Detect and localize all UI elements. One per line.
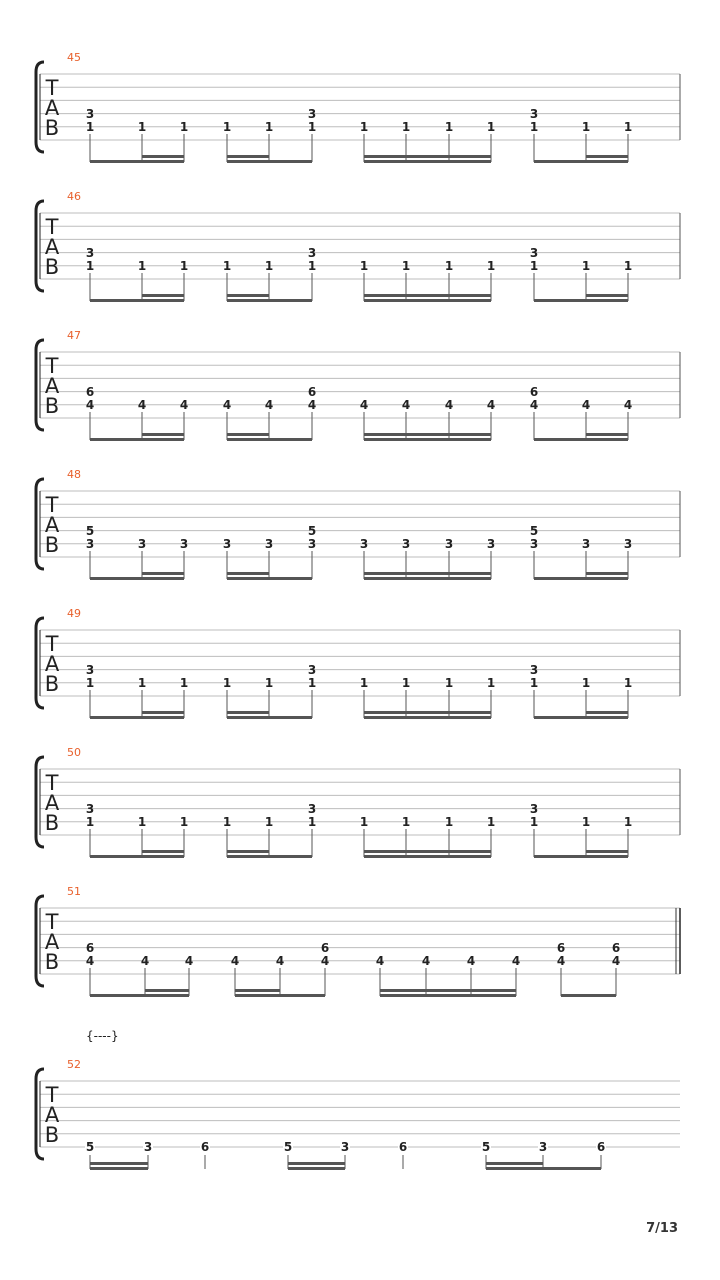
fret-number: 6 [529, 384, 539, 399]
primary-beam [227, 438, 312, 441]
primary-beam [364, 577, 491, 580]
secondary-beam [142, 155, 184, 158]
tab-system [36, 746, 680, 858]
fret-number: 3 [623, 537, 633, 551]
fret-number: 1 [359, 676, 369, 690]
tab-clef-letter: B [44, 255, 60, 279]
fret-number: 1 [529, 815, 539, 829]
fret-number: 3 [444, 537, 454, 551]
secondary-beam [380, 989, 516, 992]
fret-number: 1 [529, 676, 539, 690]
fret-number: 1 [581, 259, 591, 273]
tab-system [36, 329, 680, 441]
fret-number: 1 [486, 676, 496, 690]
fret-number: 4 [230, 954, 240, 968]
measure-number: 52 [67, 1058, 81, 1071]
fret-number: 1 [307, 676, 317, 690]
primary-beam [90, 716, 184, 719]
primary-beam [380, 994, 516, 997]
measure-number: 49 [67, 607, 81, 620]
fret-number: 1 [401, 676, 411, 690]
fret-number: 4 [137, 398, 147, 412]
fret-number: 1 [137, 120, 147, 134]
secondary-beam [227, 294, 269, 297]
tab-clef-letter: A [44, 235, 60, 259]
secondary-beam [227, 155, 269, 158]
fret-number: 3 [529, 662, 539, 677]
fret-number: 4 [623, 398, 633, 412]
fret-number: 3 [85, 662, 95, 677]
fret-number: 4 [401, 398, 411, 412]
secondary-beam [586, 850, 628, 853]
fret-number: 1 [486, 120, 496, 134]
fret-number: 1 [444, 259, 454, 273]
tab-clef-letter: B [44, 950, 60, 974]
primary-beam [534, 299, 628, 302]
fret-number: 3 [222, 537, 232, 551]
secondary-beam [586, 433, 628, 436]
primary-beam [534, 577, 628, 580]
fret-number: 3 [137, 537, 147, 551]
fret-number: 1 [85, 676, 95, 690]
primary-beam [90, 577, 184, 580]
fret-number: 3 [85, 537, 95, 551]
measure-number: 45 [67, 51, 81, 64]
secondary-beam [586, 711, 628, 714]
secondary-beam [142, 294, 184, 297]
fret-number: 4 [140, 954, 150, 968]
secondary-beam [227, 572, 269, 575]
fret-number: 1 [401, 815, 411, 829]
fret-number: 1 [401, 120, 411, 134]
tab-clef-letter: T [45, 1083, 59, 1107]
primary-beam [227, 299, 312, 302]
fret-number: 3 [529, 245, 539, 260]
fret-number: 3 [340, 1140, 350, 1154]
fret-number: 3 [401, 537, 411, 551]
tab-clef-letter: A [44, 374, 60, 398]
primary-beam [364, 160, 491, 163]
fret-number: 4 [486, 398, 496, 412]
fret-number: 3 [85, 106, 95, 121]
tab-clef-letter: T [45, 771, 59, 795]
fret-number: 1 [179, 120, 189, 134]
fret-number: 1 [137, 676, 147, 690]
measure-number: 48 [67, 468, 81, 481]
fret-number: 4 [275, 954, 285, 968]
tab-clef-letter: T [45, 632, 59, 656]
fret-number: 4 [85, 398, 95, 412]
primary-beam [227, 716, 312, 719]
fret-number: 1 [179, 259, 189, 273]
primary-beam [364, 855, 491, 858]
tab-clef-letter: T [45, 354, 59, 378]
tab-clef-letter: B [44, 533, 60, 557]
fret-number: 6 [85, 384, 95, 399]
tab-clef-letter: B [44, 394, 60, 418]
tab-system [36, 51, 680, 163]
fret-number: 4 [511, 954, 521, 968]
primary-beam [486, 1167, 601, 1170]
fret-number: 3 [529, 106, 539, 121]
tab-system [36, 607, 680, 719]
secondary-beam [586, 572, 628, 575]
fret-number: 4 [85, 954, 95, 968]
fret-number: 1 [444, 676, 454, 690]
fret-number: 3 [307, 662, 317, 677]
measure-number: 50 [67, 746, 81, 759]
secondary-beam [227, 850, 269, 853]
primary-beam [235, 994, 325, 997]
fret-number: 1 [179, 676, 189, 690]
fret-number: 4 [421, 954, 431, 968]
secondary-beam [364, 433, 491, 436]
fret-number: 5 [307, 523, 317, 538]
fret-number: 1 [264, 259, 274, 273]
tab-system [36, 190, 680, 302]
fret-number: 1 [264, 815, 274, 829]
fret-number: 4 [466, 954, 476, 968]
fret-number: 1 [137, 259, 147, 273]
fret-number: 5 [85, 523, 95, 538]
primary-beam [288, 1167, 345, 1170]
primary-beam [534, 716, 628, 719]
fret-number: 4 [375, 954, 385, 968]
fret-number: 1 [401, 259, 411, 273]
measure-number: 47 [67, 329, 81, 342]
primary-beam [364, 299, 491, 302]
secondary-beam [142, 711, 184, 714]
fret-number: 6 [320, 940, 330, 955]
secondary-beam [364, 294, 491, 297]
secondary-beam [586, 294, 628, 297]
primary-beam [364, 438, 491, 441]
fret-number: 6 [596, 1140, 606, 1154]
secondary-beam [235, 989, 280, 992]
primary-beam [227, 160, 312, 163]
fret-number: 1 [307, 815, 317, 829]
fret-number: 5 [481, 1140, 491, 1154]
fret-number: 3 [307, 801, 317, 816]
fret-number: 1 [623, 259, 633, 273]
fret-number: 3 [143, 1140, 153, 1154]
secondary-beam [364, 711, 491, 714]
fret-number: 3 [307, 245, 317, 260]
fret-number: 1 [359, 120, 369, 134]
fret-number: 3 [581, 537, 591, 551]
tab-system [36, 468, 680, 580]
fret-number: 4 [359, 398, 369, 412]
secondary-beam [288, 1162, 345, 1165]
fret-number: 3 [179, 537, 189, 551]
fret-number: 1 [179, 815, 189, 829]
fret-number: 1 [581, 676, 591, 690]
secondary-beam [142, 850, 184, 853]
secondary-beam [364, 572, 491, 575]
tab-clef-letter: T [45, 910, 59, 934]
secondary-beam [586, 155, 628, 158]
tab-clef-letter: T [45, 493, 59, 517]
fret-number: 4 [320, 954, 330, 968]
tab-clef-letter: T [45, 215, 59, 239]
fret-number: 1 [623, 120, 633, 134]
primary-beam [227, 855, 312, 858]
fret-number: 6 [556, 940, 566, 955]
fret-number: 1 [85, 120, 95, 134]
fret-number: 5 [85, 1140, 95, 1154]
fret-number: 4 [222, 398, 232, 412]
tab-clef-letter: A [44, 96, 60, 120]
secondary-beam [364, 155, 491, 158]
fret-number: 1 [486, 815, 496, 829]
fret-number: 1 [581, 120, 591, 134]
tab-clef-letter: A [44, 791, 60, 815]
tab-clef-letter: B [44, 1123, 60, 1147]
tab-system [36, 885, 680, 997]
fret-number: 1 [264, 120, 274, 134]
fret-number: 1 [264, 676, 274, 690]
measure-number: 51 [67, 885, 81, 898]
fret-number: 3 [85, 801, 95, 816]
fret-number: 4 [529, 398, 539, 412]
fret-number: 1 [137, 815, 147, 829]
primary-beam [90, 1167, 148, 1170]
fret-number: 1 [444, 815, 454, 829]
tab-clef-letter: A [44, 1103, 60, 1127]
tab-clef-letter: B [44, 116, 60, 140]
fret-number: 1 [85, 815, 95, 829]
tab-clef-letter: B [44, 811, 60, 835]
primary-beam [534, 855, 628, 858]
tab-system [36, 1029, 680, 1170]
fret-number: 1 [581, 815, 591, 829]
fret-number: 3 [307, 106, 317, 121]
fret-number: 6 [85, 940, 95, 955]
primary-beam [534, 160, 628, 163]
fret-number: 5 [529, 523, 539, 538]
fret-number: 1 [444, 120, 454, 134]
fret-number: 1 [486, 259, 496, 273]
primary-beam [90, 438, 184, 441]
primary-beam [90, 160, 184, 163]
secondary-beam [142, 433, 184, 436]
fret-number: 4 [556, 954, 566, 968]
primary-beam [90, 855, 184, 858]
secondary-beam [90, 1162, 148, 1165]
fret-number: 3 [359, 537, 369, 551]
tab-clef-letter: A [44, 652, 60, 676]
fret-number: 4 [264, 398, 274, 412]
tab-clef-letter: A [44, 513, 60, 537]
fret-number: 4 [179, 398, 189, 412]
fret-number: 4 [307, 398, 317, 412]
primary-beam [90, 299, 184, 302]
fret-number: 5 [283, 1140, 293, 1154]
fret-number: 3 [529, 537, 539, 551]
fret-number: 1 [529, 259, 539, 273]
fret-number: 4 [184, 954, 194, 968]
fret-number: 1 [359, 815, 369, 829]
tab-clef-letter: B [44, 672, 60, 696]
fret-number: 4 [444, 398, 454, 412]
fret-number: 6 [611, 940, 621, 955]
fret-number: 3 [85, 245, 95, 260]
fret-number: 3 [307, 537, 317, 551]
page-number: 7/13 [646, 1221, 678, 1236]
fret-number: 1 [222, 676, 232, 690]
fret-number: 4 [581, 398, 591, 412]
secondary-beam [227, 433, 269, 436]
fret-number: 3 [486, 537, 496, 551]
fret-number: 3 [264, 537, 274, 551]
fret-number: 6 [307, 384, 317, 399]
primary-beam [534, 438, 628, 441]
slide-marking: {----} [86, 1029, 119, 1043]
secondary-beam [486, 1162, 543, 1165]
fret-number: 1 [222, 815, 232, 829]
fret-number: 6 [398, 1140, 408, 1154]
tab-clef-letter: T [45, 76, 59, 100]
measure-number: 46 [67, 190, 81, 203]
fret-number: 1 [222, 120, 232, 134]
fret-number: 1 [359, 259, 369, 273]
primary-beam [561, 994, 616, 997]
primary-beam [364, 716, 491, 719]
secondary-beam [142, 572, 184, 575]
secondary-beam [227, 711, 269, 714]
fret-number: 1 [623, 815, 633, 829]
fret-number: 3 [538, 1140, 548, 1154]
tab-clef-letter: A [44, 930, 60, 954]
fret-number: 3 [529, 801, 539, 816]
primary-beam [227, 577, 312, 580]
secondary-beam [364, 850, 491, 853]
fret-number: 1 [529, 120, 539, 134]
fret-number: 1 [307, 120, 317, 134]
fret-number: 4 [611, 954, 621, 968]
fret-number: 1 [307, 259, 317, 273]
fret-number: 1 [623, 676, 633, 690]
primary-beam [90, 994, 189, 997]
fret-number: 1 [85, 259, 95, 273]
fret-number: 6 [200, 1140, 210, 1154]
fret-number: 1 [222, 259, 232, 273]
secondary-beam [145, 989, 189, 992]
